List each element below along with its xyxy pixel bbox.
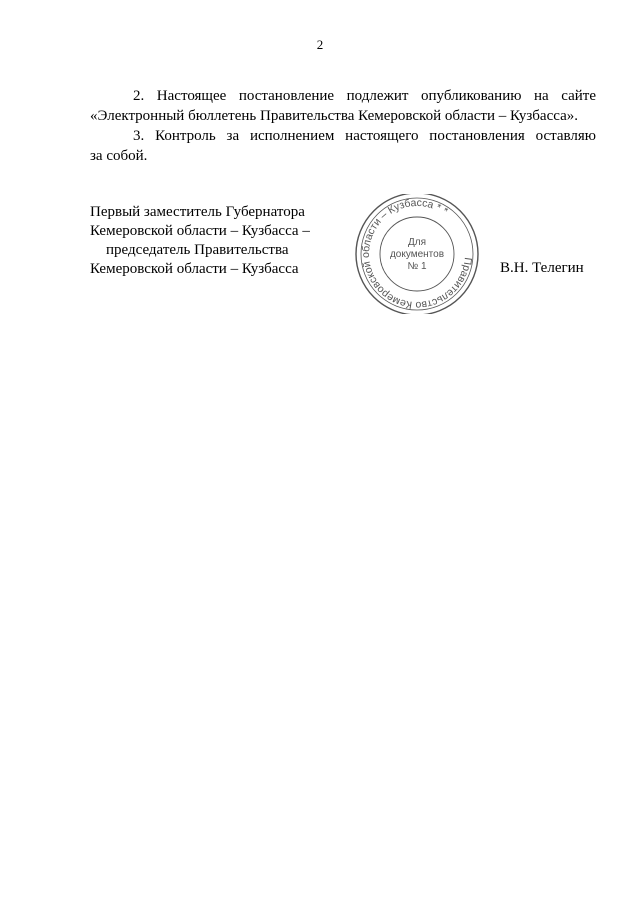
paragraph-line: 2. Настоящее постановление подлежит опубликованию на сайте bbox=[133, 88, 596, 104]
stamp-ring-text: Правительство Кемеровской области – Кузбасса * * bbox=[359, 196, 474, 312]
stamp-center-line: Для bbox=[407, 237, 427, 248]
stamp-center-line: № 1 bbox=[407, 261, 427, 272]
paragraph-line: «Электронный бюллетень Правительства Кемеровской области – Кузбасса». bbox=[90, 108, 578, 124]
signatory-title bbox=[90, 203, 310, 279]
paragraph-line: 3. Контроль за исполнением настоящего постановления оставляю bbox=[133, 128, 596, 144]
document-body bbox=[90, 86, 596, 166]
paragraph-line: за собой. bbox=[90, 148, 148, 164]
signatory-title-line: председатель Правительства bbox=[106, 242, 289, 258]
signatory-title-line: Кемеровской области – Кузбасса bbox=[90, 261, 299, 277]
signatory-title-line: Кемеровской области – Кузбасса – bbox=[90, 223, 310, 239]
page-number: 2 bbox=[316, 37, 324, 52]
official-seal-stamp bbox=[349, 194, 485, 314]
paragraph-publication bbox=[90, 86, 596, 126]
signatory-name: В.Н. Телегин bbox=[500, 260, 584, 276]
paragraph-control bbox=[90, 126, 596, 166]
signatory-title-line: Первый заместитель Губернатора bbox=[90, 204, 305, 220]
stamp-center-line: документов bbox=[389, 249, 445, 260]
